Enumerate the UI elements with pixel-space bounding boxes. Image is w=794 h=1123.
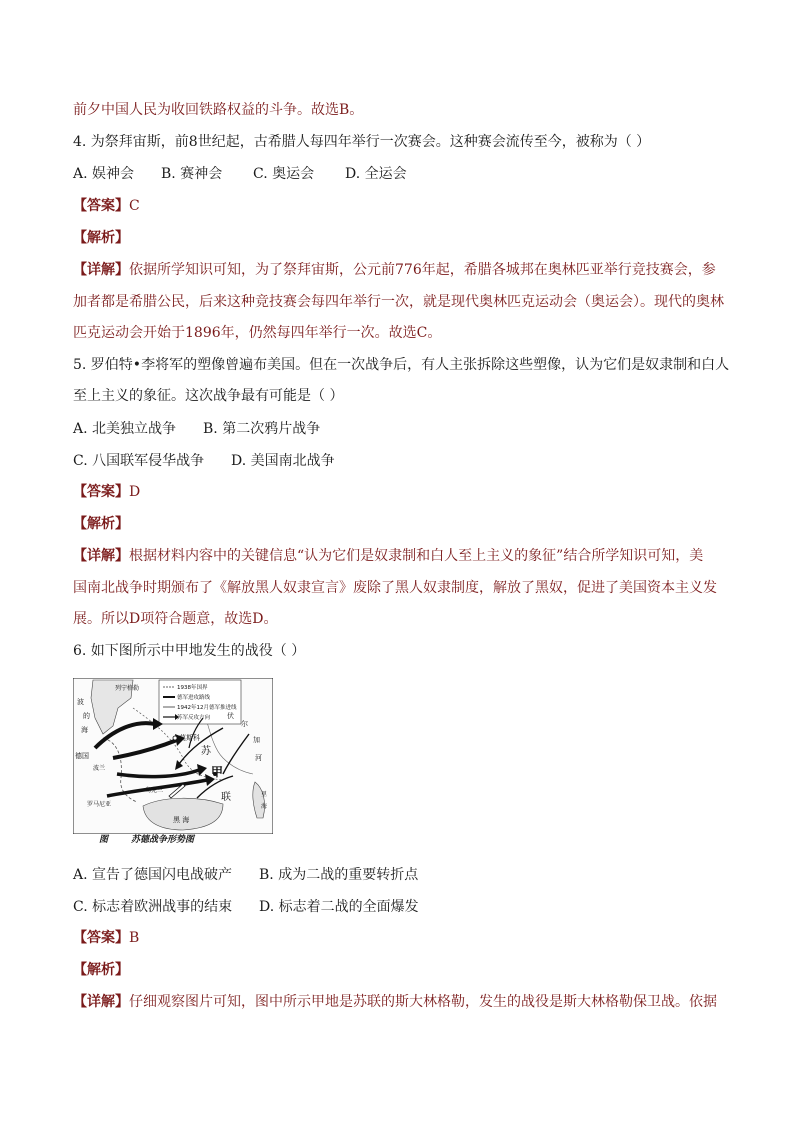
detail-label: 【详解】 xyxy=(73,548,129,564)
question-5-answer xyxy=(73,482,734,502)
label-leningrad: 列宁格勒 xyxy=(115,685,140,692)
option-c: C. 奥运会 xyxy=(253,166,315,182)
label-bo: 波 xyxy=(77,698,84,706)
question-6-options-cd xyxy=(73,897,734,917)
question-4-detail-line-3: 匹克运动会开始于1896年，仍然每四年举行一次。故选C。 xyxy=(73,325,442,341)
answer-label: 【答案】 xyxy=(73,198,129,214)
answer-label: 【答案】 xyxy=(73,484,129,500)
label-hai2: 海 xyxy=(261,803,268,810)
answer-label: 【答案】 xyxy=(73,930,129,946)
label-moscow: 莫斯科 xyxy=(179,734,200,742)
option-c: C. 八国联军侵华战争 xyxy=(73,453,205,469)
question-5-detail-line-1 xyxy=(73,546,734,566)
label-he: 河 xyxy=(255,754,262,762)
option-a: A. 北美独立战争 xyxy=(73,421,177,437)
answer-value: D xyxy=(129,484,141,500)
caption-title: 苏德战争形势图 xyxy=(131,835,195,845)
moscow-dot xyxy=(173,736,177,740)
question-4-detail-line-1 xyxy=(73,260,734,280)
question-4-detail-line-2: 加者都是希腊公民，后来这种竞技赛会每四年举行一次，就是现代奥林匹克运动会（奥运会）。现代的奥林 xyxy=(73,294,724,310)
legend-item: 德军进攻路线 xyxy=(177,695,211,701)
detail-label: 【详解】 xyxy=(73,262,129,278)
label-de: 的 xyxy=(83,712,90,720)
question-6-detail-line-1 xyxy=(73,992,734,1012)
legend-item: 1938年国界 xyxy=(177,685,208,691)
question-6-options-ab xyxy=(73,865,734,885)
option-b: B. 成为二战的重要转折点 xyxy=(259,867,419,883)
map-svg xyxy=(73,678,273,834)
label-er: 尔 xyxy=(241,720,248,728)
question-6-stem: 6. 如下图所示中甲地发生的战役（ ） xyxy=(73,643,306,659)
question-6-analysis-label: 【解析】 xyxy=(73,962,129,978)
label-ukraine: 乌克兰 xyxy=(145,787,164,794)
detail-label: 【详解】 xyxy=(73,994,129,1010)
question-4-stem: 4. 为祭拜宙斯，前8世纪起，古希腊人每四年举行一次赛会。这种赛会流传至今，被称为（ ） xyxy=(73,134,651,150)
label-lian: 联 xyxy=(221,792,231,803)
question-5-options-ab xyxy=(73,419,734,439)
label-jia: 甲 xyxy=(211,765,224,779)
option-a: A. 娱神会 xyxy=(73,166,135,182)
option-d: D. 全运会 xyxy=(345,166,407,182)
label-fu: 伏 xyxy=(227,712,234,720)
label-jia2: 加 xyxy=(253,736,260,744)
label-poland: 波兰 xyxy=(93,765,106,772)
caption-figure-label: 图 xyxy=(99,835,109,845)
question-4-options xyxy=(73,164,734,184)
previous-detail-end: 前夕中国人民为收回铁路权益的斗争。故选B。 xyxy=(73,102,364,118)
label-su: 苏 xyxy=(201,746,211,757)
question-5-detail-line-3: 展。所以D项符合题意，故选D。 xyxy=(73,611,278,627)
label-black-sea: 黑 海 xyxy=(173,816,190,824)
detail-text: 根据材料内容中的关键信息“认为它们是奴隶制和白人至上主义的象征”结合所学知识可知，美 xyxy=(129,548,704,564)
label-hai: 海 xyxy=(81,726,88,734)
option-b: B. 赛神会 xyxy=(161,166,223,182)
question-4-analysis-label: 【解析】 xyxy=(73,230,129,246)
option-d: D. 标志着二战的全面爆发 xyxy=(259,899,419,915)
detail-text: 依据所学知识可知，为了祭拜宙斯，公元前776年起，希腊各城邦在奥林匹亚举行竞技赛会，参 xyxy=(129,262,716,278)
answer-value: C xyxy=(129,198,140,214)
detail-text: 仔细观察图片可知，图中所示甲地是苏联的斯大林格勒，发生的战役是斯大林格勒保卫战。依据 xyxy=(129,994,717,1010)
option-d: D. 美国南北战争 xyxy=(231,453,335,469)
label-germany: 德国 xyxy=(75,752,89,760)
question-6-answer xyxy=(73,928,734,948)
label-li: 里 xyxy=(261,791,268,798)
question-4-answer xyxy=(73,196,734,216)
question-5-stem-line-2: 至上主义的象征。这次战争最有可能是（ ） xyxy=(73,388,344,404)
legend-item: 苏军反攻方向 xyxy=(177,715,211,721)
label-romania: 罗马尼亚 xyxy=(87,801,112,808)
question-5-options-cd xyxy=(73,451,734,471)
answer-value: B xyxy=(129,930,140,946)
question-5-detail-line-2: 国南北战争时期颁布了《解放黑人奴隶宣言》废除了黑人奴隶制度，解放了黑奴，促进了美国资本主义发 xyxy=(73,580,717,596)
option-a: A. 宣告了德国闪电战破产 xyxy=(73,867,233,883)
soviet-german-war-map xyxy=(73,678,273,848)
question-5-stem-line-1: 5. 罗伯特•李将军的塑像曾遍布美国。但在一次战争后，有人主张拆除这些塑像，认为它们是奴隶制和白人 xyxy=(73,357,730,373)
legend-item: 1942年12月德军推进线 xyxy=(177,705,237,711)
question-5-analysis-label: 【解析】 xyxy=(73,516,129,532)
option-c: C. 标志着欧洲战事的结束 xyxy=(73,899,233,915)
option-b: B. 第二次鸦片战争 xyxy=(203,421,321,437)
